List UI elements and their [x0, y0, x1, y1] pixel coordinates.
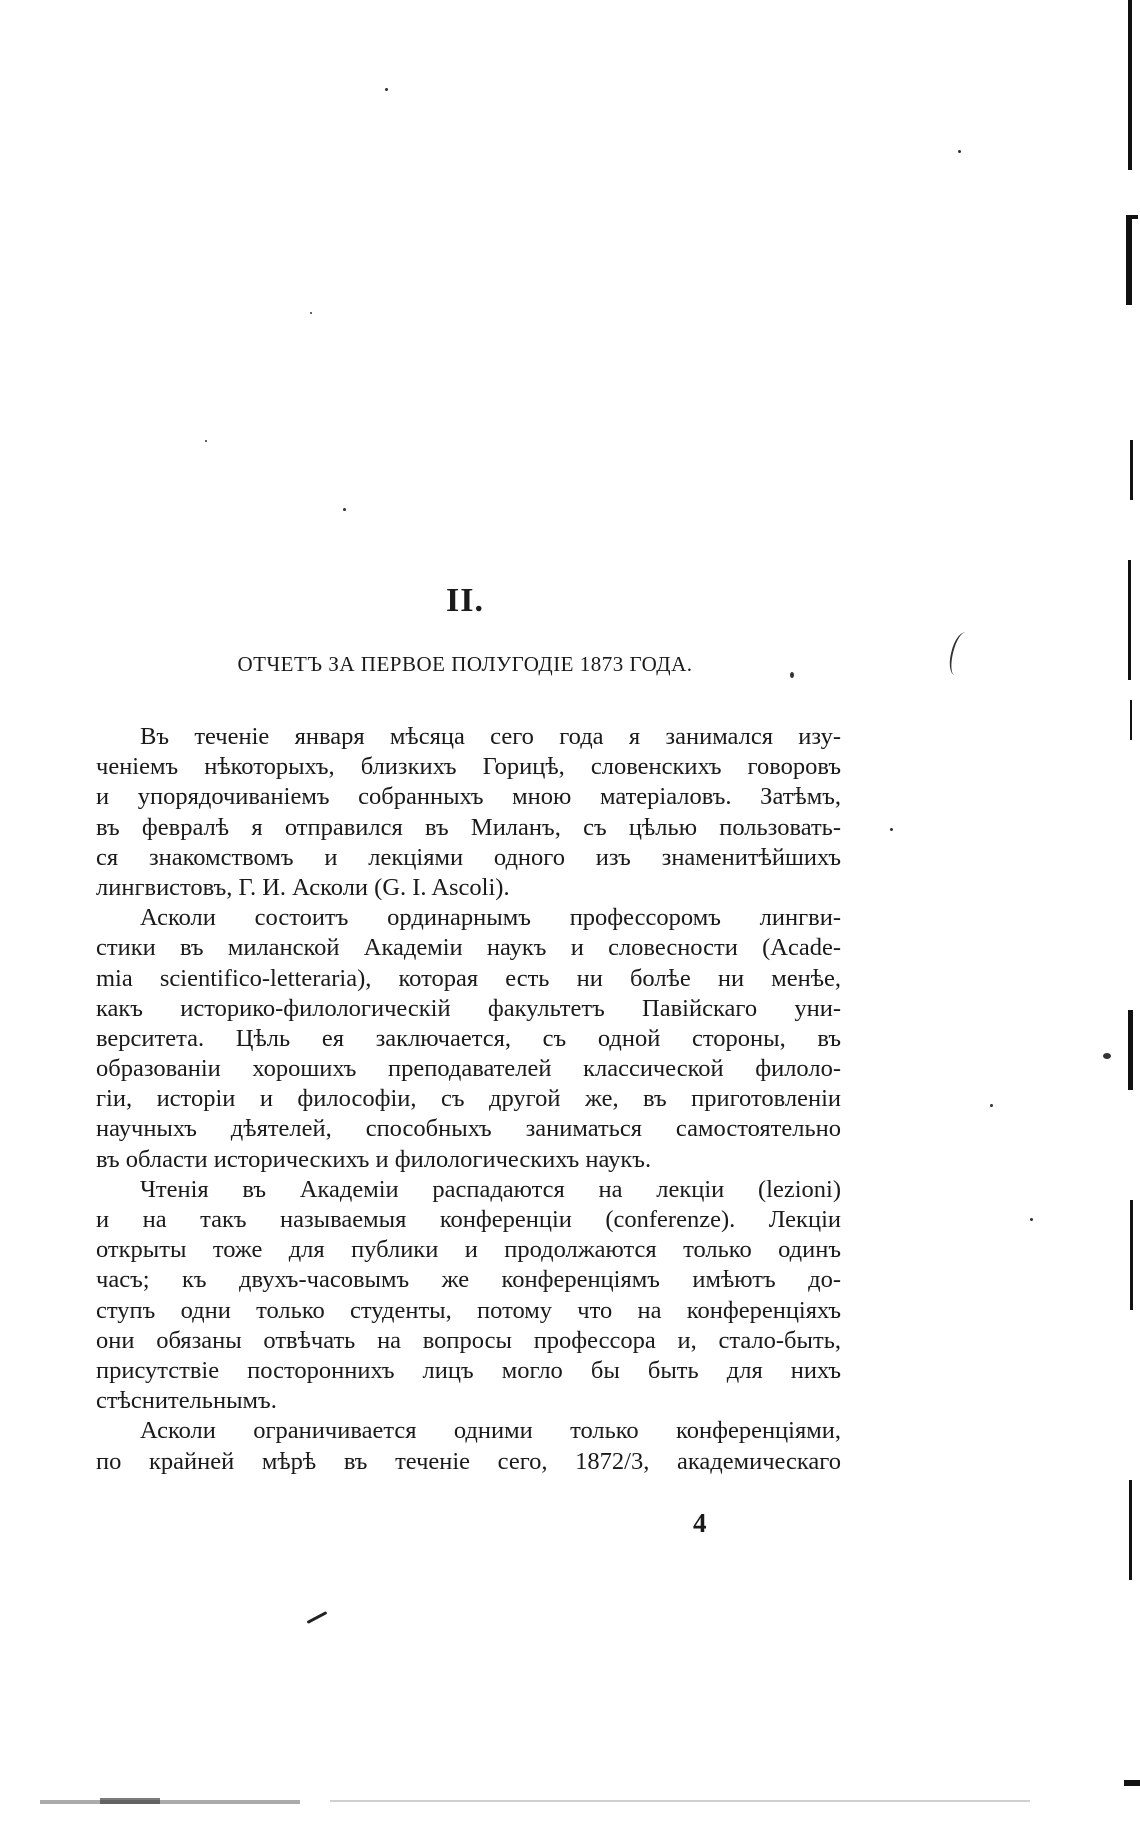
text-line: часъ; къ двухъ-часовымъ же конференціямъ имѣютъ до-: [96, 1266, 841, 1294]
scan-speck: [790, 672, 794, 678]
scan-speck: [205, 440, 207, 442]
body-text: [96, 722, 841, 1477]
text-line: Асколи состоитъ ординарнымъ профессоромъ лингви-: [140, 904, 841, 932]
pen-stroke: [307, 1611, 328, 1624]
text-line: научныхъ дѣятелей, способныхъ заниматься самостоятельно: [96, 1115, 841, 1143]
text-line: ся знакомствомъ и лекціями одного изъ знаменитѣйшихъ: [96, 843, 841, 871]
section-title: ОТЧЕТЪ ЗА ПЕРВОЕ ПОЛУГОДІЕ 1873 ГОДА.: [237, 652, 693, 676]
bottom-edge-smudge: [100, 1798, 160, 1804]
bottom-edge-smudge: [330, 1800, 1030, 1802]
text-line: ченіемъ нѣкоторыхъ, близкихъ Горицѣ, словенскихъ говоровъ: [96, 753, 841, 781]
scan-speck: [310, 312, 312, 314]
scan-speck: [385, 88, 388, 91]
chapter-number: II.: [446, 582, 484, 619]
text-line: гіи, исторіи и философіи, съ другой же, въ приготовленіи: [96, 1085, 841, 1113]
signature-mark: 4: [693, 1508, 707, 1538]
binding-edge-shadow: [1124, 0, 1140, 1836]
text-line: стѣснительнымъ.: [96, 1387, 277, 1415]
handwritten-margin-mark: [946, 630, 974, 677]
text-line: открыты тоже для публики и продолжаются только одинъ: [96, 1236, 841, 1264]
text-line: верситета. Цѣль ея заключается, съ одной стороны, въ: [96, 1024, 841, 1052]
text-line: образованіи хорошихъ преподавателей классической филоло-: [96, 1055, 841, 1083]
text-line: стики въ миланской Академіи наукъ и словесности (Acade-: [96, 934, 841, 962]
text-line: Асколи ограничивается одними только конференціями,: [140, 1417, 841, 1445]
text-line: они обязаны отвѣчать на вопросы профессора и, стало-быть,: [96, 1326, 841, 1354]
text-line: Въ теченіе января мѣсяца сего года я занимался изу-: [140, 723, 841, 750]
scan-speck: [890, 828, 893, 831]
text-line: и на такъ называемыя конференціи (conferenze). Лекціи: [96, 1206, 841, 1233]
text-line: присутствіе постороннихъ лицъ могло бы быть для нихъ: [96, 1356, 841, 1384]
scan-speck: [1103, 1053, 1111, 1059]
text-line: Чтенія въ Академіи распадаются на лекціи (lezioni): [140, 1175, 841, 1203]
scan-speck: [343, 508, 346, 511]
scan-speck: [958, 150, 961, 153]
scan-speck: [990, 1104, 993, 1107]
bottom-edge-smudge: [40, 1800, 300, 1804]
text-line: по крайней мѣрѣ въ теченіе сего, 1872/3, академическаго: [96, 1447, 841, 1475]
text-line: mia scientifico-letteraria), которая есть ни болѣе ни менѣе,: [96, 964, 841, 992]
text-line: какъ историко-филологическій факультетъ Павійскаго уни-: [96, 994, 841, 1022]
text-line: въ февралѣ я отправился въ Миланъ, съ цѣлью пользовать-: [96, 813, 841, 841]
text-line: лингвистовъ, Г. И. Асколи (G. I. Ascoli).: [96, 873, 510, 901]
text-line: и упорядочиваніемъ собранныхъ мною матеріаловъ. Затѣмъ,: [96, 783, 841, 811]
scan-speck: [1030, 1218, 1033, 1221]
text-line: ступъ одни только студенты, потому что на конференціяхъ: [96, 1296, 841, 1324]
text-line: въ области историческихъ и филологическихъ наукъ.: [96, 1145, 652, 1173]
